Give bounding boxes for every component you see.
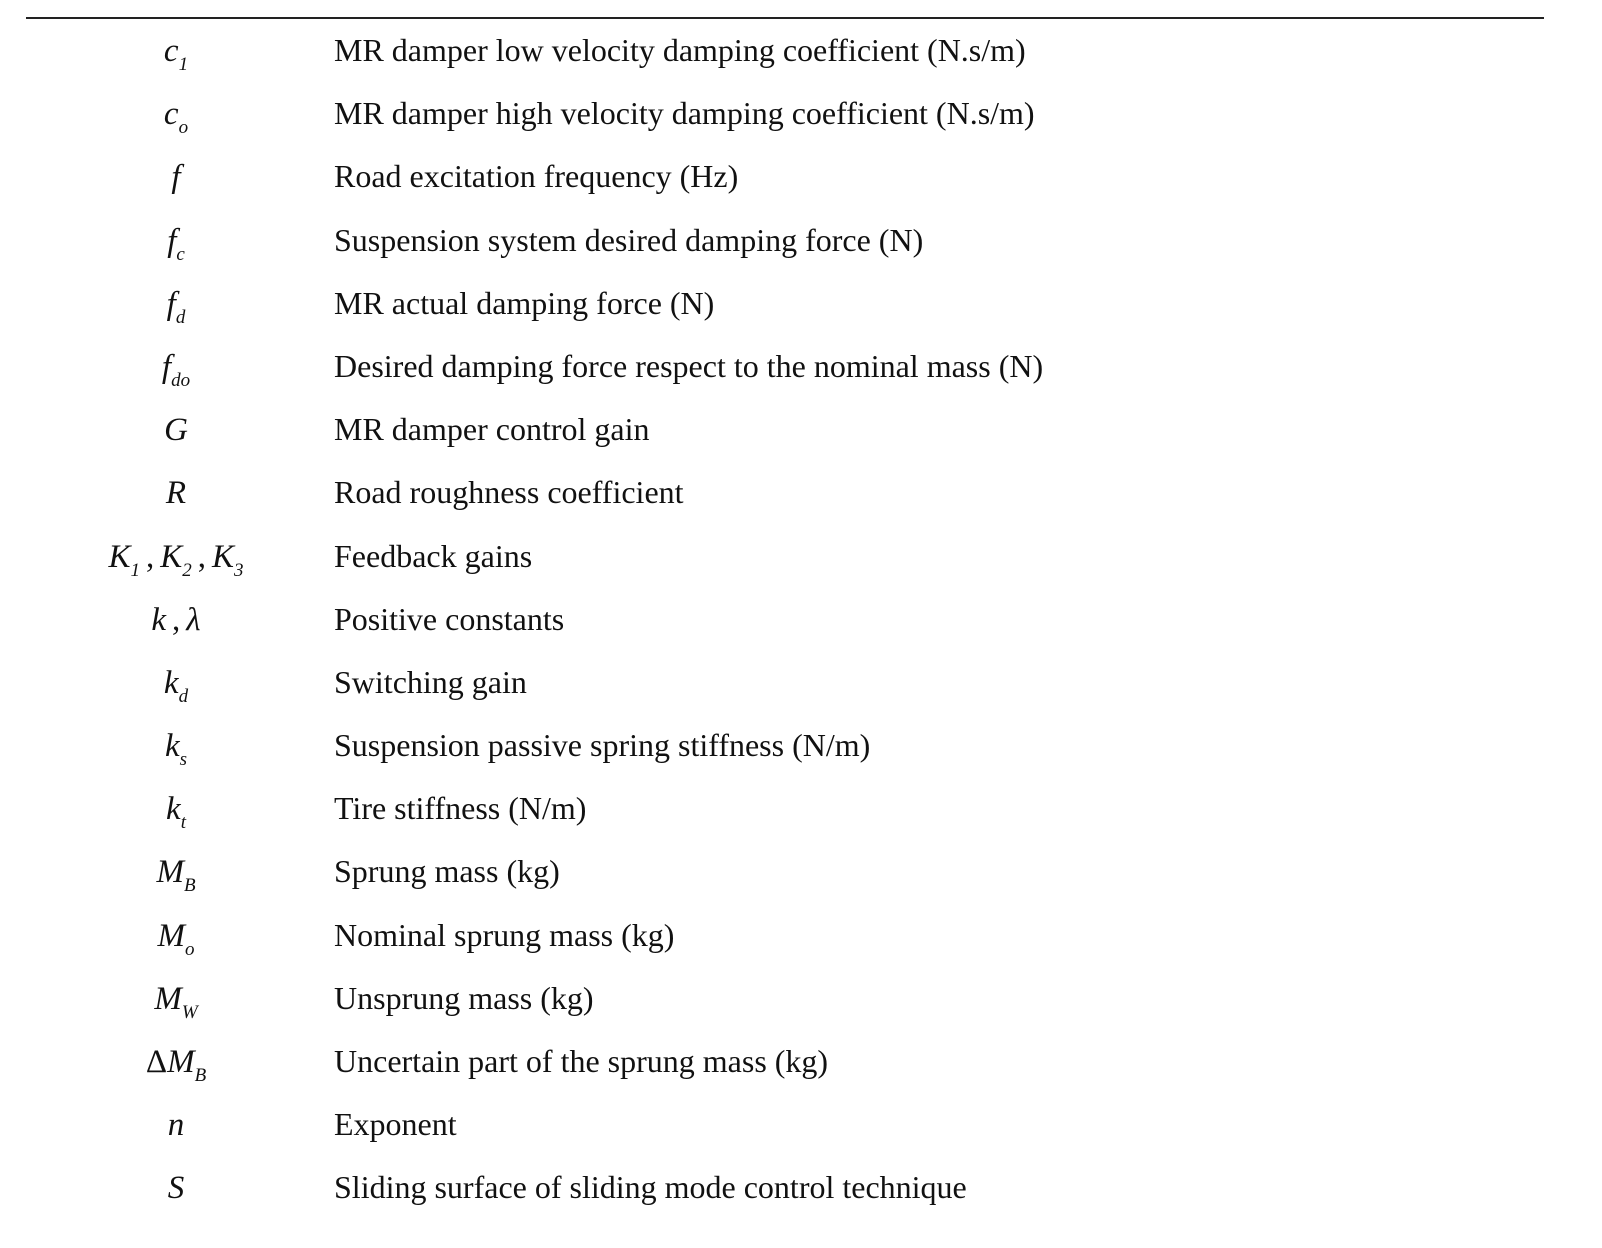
symbol-cell (60, 285, 292, 328)
symbol-base: c (163, 96, 179, 133)
symbol-base: G (164, 412, 188, 449)
description-cell: Road roughness coefficient (334, 474, 684, 511)
symbol-base: M (157, 917, 185, 954)
description-cell: Nominal sprung mass (kg) (334, 916, 675, 953)
symbol-base: f (161, 348, 172, 385)
description-cell: Sliding surface of sliding mode control technique (334, 1169, 967, 1206)
nomenclature-row (0, 83, 1602, 146)
symbol-subscript: d (175, 306, 186, 328)
symbol-cell (60, 790, 292, 834)
description-cell: Road excitation frequency (Hz) (334, 158, 739, 195)
symbol-cell (60, 32, 292, 75)
description-cell: Exponent (334, 1106, 457, 1143)
symbol-cell (60, 222, 292, 265)
nomenclature-row (0, 778, 1602, 841)
description-cell: MR damper high velocity damping coefficient (N.s/m) (334, 95, 1035, 132)
symbol-base: k (163, 664, 179, 701)
symbol-separator: , (172, 601, 181, 638)
symbol-base: f (171, 159, 181, 196)
description-cell: Uncertain part of the sprung mass (kg) (334, 1043, 829, 1079)
description-cell: Tire stiffness (N/m) (334, 790, 587, 827)
description-cell: Suspension passive spring stiffness (N/m) (334, 727, 871, 764)
description-cell: Suspension system desired damping force (N) (334, 221, 924, 258)
symbol-cell (60, 1043, 292, 1086)
nomenclature-row (0, 399, 1602, 462)
symbol-cell (60, 601, 292, 639)
symbol-cell (60, 411, 292, 449)
symbol-cell (60, 1106, 292, 1144)
symbol-cell (60, 538, 292, 581)
symbol-cell (60, 95, 292, 139)
symbol-cell (60, 980, 292, 1023)
description-cell: Feedback gains (334, 537, 533, 574)
symbol-base: c (163, 33, 179, 69)
symbol-subscript: c (176, 243, 185, 265)
nomenclature-table (0, 20, 1602, 1221)
symbol-subscript: B (183, 875, 196, 897)
symbol-base: K (212, 538, 235, 575)
nomenclature-row (0, 905, 1602, 968)
nomenclature-row (0, 1094, 1602, 1157)
nomenclature-row (0, 146, 1602, 209)
symbol-base: M (167, 1044, 195, 1080)
nomenclature-row (0, 273, 1602, 336)
symbol-cell (60, 917, 292, 960)
description-cell: Sprung mass (kg) (334, 853, 560, 890)
symbol-separator: , (197, 538, 206, 575)
symbol-base: R (165, 475, 187, 512)
symbol-base: n (167, 1107, 185, 1144)
nomenclature-row (0, 462, 1602, 525)
description-cell: Desired damping force respect to the nominal mass (N) (334, 347, 1044, 384)
symbol-separator: , (145, 538, 155, 575)
symbol-subscript: 1 (178, 54, 189, 75)
nomenclature-row (0, 210, 1602, 273)
symbol-subscript: 3 (234, 559, 244, 581)
symbol-cell (60, 348, 292, 391)
symbol-base: f (167, 222, 177, 259)
symbol-subscript: do (171, 369, 191, 391)
table-top-rule (26, 17, 1544, 19)
symbol-cell (60, 1169, 292, 1207)
symbol-cell (60, 474, 292, 512)
symbol-cell (60, 664, 292, 707)
symbol-base: M (154, 980, 182, 1017)
symbol-cell (60, 853, 292, 897)
symbol-base: λ (186, 601, 201, 638)
description-cell: MR damper control gain (334, 411, 650, 448)
nomenclature-row (0, 1031, 1602, 1094)
symbol-cell (60, 727, 292, 771)
symbol-subscript: s (179, 749, 188, 771)
symbol-subscript: d (178, 685, 189, 707)
description-cell: MR damper low velocity damping coefficient (N.s/m) (334, 32, 1026, 68)
symbol-base: K (108, 538, 131, 575)
nomenclature-row (0, 20, 1602, 83)
symbol-subscript: o (178, 117, 189, 139)
description-cell: Switching gain (334, 663, 527, 700)
symbol-subscript: B (194, 1065, 207, 1086)
nomenclature-row (0, 1157, 1602, 1220)
nomenclature-row (0, 715, 1602, 778)
nomenclature-row (0, 589, 1602, 652)
symbol-base: k (164, 728, 180, 765)
nomenclature-row (0, 652, 1602, 715)
symbol-subscript: 1 (130, 559, 140, 581)
symbol-base: M (156, 854, 184, 891)
symbol-subscript: 2 (182, 559, 192, 581)
symbol-subscript: o (185, 938, 195, 960)
nomenclature-row (0, 841, 1602, 904)
symbol-prefix: Δ (145, 1044, 168, 1080)
symbol-base: k (166, 791, 181, 828)
description-cell: Unsprung mass (kg) (334, 979, 594, 1016)
symbol-base: S (167, 1170, 185, 1207)
nomenclature-row (0, 336, 1602, 399)
nomenclature-row (0, 526, 1602, 589)
symbol-base: K (160, 538, 183, 575)
nomenclature-row (0, 968, 1602, 1031)
description-cell: Positive constants (334, 600, 565, 637)
description-cell: MR actual damping force (N) (334, 284, 715, 321)
symbol-subscript: t (180, 812, 186, 834)
symbol-subscript: W (181, 1001, 198, 1023)
symbol-base: f (166, 285, 176, 322)
symbol-base: k (151, 601, 167, 638)
symbol-cell (60, 158, 292, 196)
